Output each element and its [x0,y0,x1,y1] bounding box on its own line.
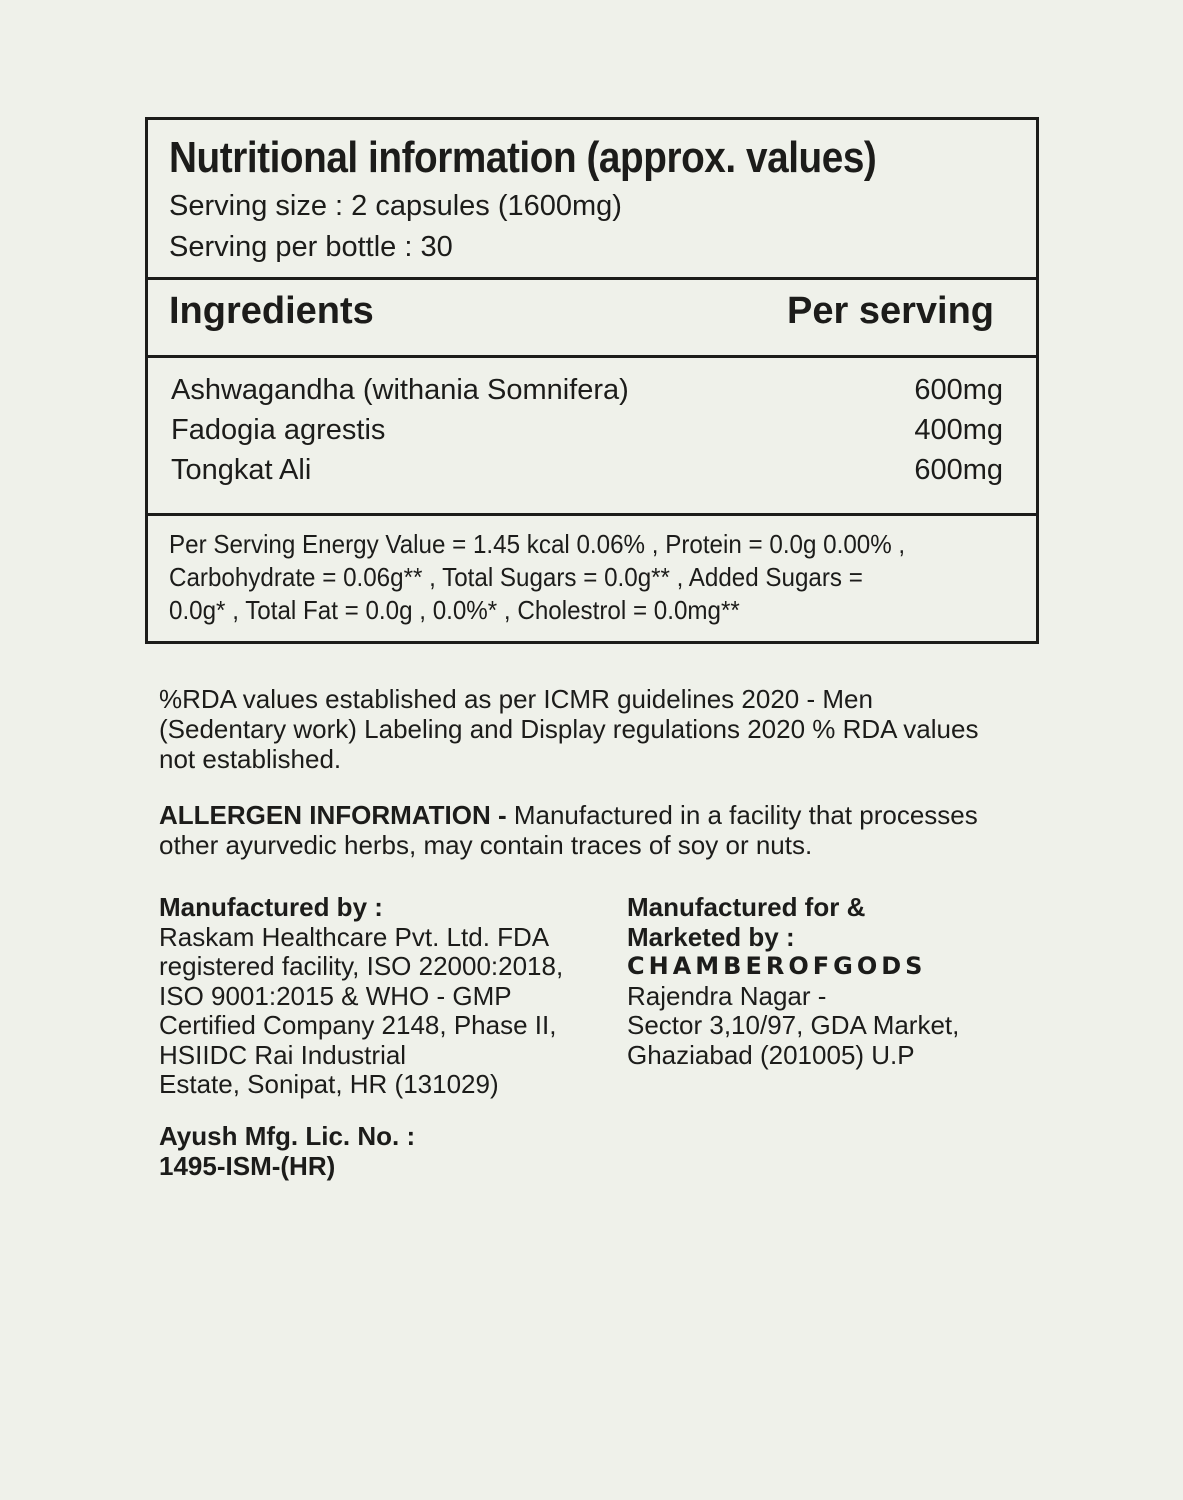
manufactured-by-label: Manufactured by : [159,892,383,922]
manufactured-by-block [159,893,619,1100]
rda-note-line: (Sedentary work) Labeling and Display regulations 2020 % RDA values [159,714,979,744]
rda-note [159,684,1059,774]
allergen-note [159,800,1079,860]
brand-logo-text: CHAMBEROFGODS [627,952,927,980]
energy-note-line: 0.0g* , Total Fat = 0.0g , 0.0%* , Cholestrol = 0.0mg** [169,595,740,625]
ingredient-amount: 600mg [914,374,1003,406]
table-row [171,370,1003,410]
license-number: 1495-ISM-(HR) [159,1151,336,1181]
rda-note-line: %RDA values established as per ICMR guidelines 2020 - Men [159,684,873,714]
energy-values-section [148,513,1036,641]
marketed-by-label-line: Marketed by : [627,921,795,952]
ingredient-name: Fadogia agrestis [171,414,386,446]
serving-size-line: Serving size : 2 capsules (1600mg) [169,190,622,222]
marketer-address-line: Sector 3,10/97, GDA Market, [627,1010,960,1040]
panel-title: Nutritional information (approx. values) [169,133,877,182]
energy-note-line: Per Serving Energy Value = 1.45 kcal 0.06% , Protein = 0.0g 0.00% , [169,529,906,559]
table-header-row [148,277,1036,355]
manufacturer-address-line: Raskam Healthcare Pvt. Ltd. FDA [159,921,550,952]
allergen-label: ALLERGEN INFORMATION - [159,800,507,830]
marketer-address-line: Ghaziabad (201005) U.P [627,1039,915,1070]
ingredient-amount: 400mg [914,414,1003,446]
table-row [171,450,1003,490]
manufacturer-address-line: HSIIDC Rai Industrial [159,1039,407,1070]
marketer-address-line: Rajendra Nagar - [627,980,827,1011]
rda-note-line: not established. [159,744,342,774]
marketed-by-block [627,893,1057,1070]
per-serving-column-header: Per serving [787,290,994,332]
allergen-line-1 [159,800,1079,830]
energy-note [169,528,957,627]
ingredient-name: Tongkat Ali [171,454,312,486]
ingredients-column-header: Ingredients [169,290,374,332]
ingredient-rows-section [148,355,1036,513]
manufacturer-address-line: Estate, Sonipat, HR (131029) [159,1069,499,1099]
table-row [171,410,1003,450]
nutrition-panel [145,117,1039,644]
allergen-text: Manufactured in a facility that processes [506,800,978,830]
energy-note-line: Carbohydrate = 0.06g** , Total Sugars = 0.0g** , Added Sugars = [169,562,863,592]
manufacturer-address-line: Certified Company 2148, Phase II, [159,1010,557,1040]
serving-per-bottle-line: Serving per bottle : 30 [169,231,453,263]
license-block [159,1121,415,1181]
manufacturer-address-line: ISO 9001:2015 & WHO - GMP [159,980,512,1011]
ingredient-amount: 600mg [914,454,1003,486]
allergen-line-2: other ayurvedic herbs, may contain traces of soy or nuts. [159,830,813,860]
panel-header-section [148,120,1036,277]
marketed-by-label-line: Manufactured for & [627,892,866,922]
ingredient-name: Ashwagandha (withania Somnifera) [171,374,629,406]
license-label: Ayush Mfg. Lic. No. : [159,1121,416,1151]
manufacturer-address-line: registered facility, ISO 22000:2018, [159,951,564,981]
